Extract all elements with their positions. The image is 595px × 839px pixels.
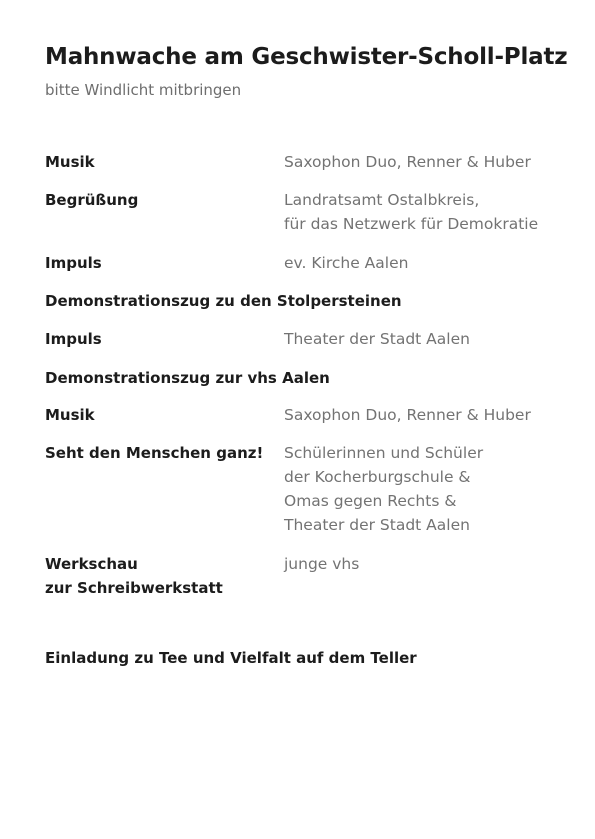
label-line: Einladung zu Tee und Vielfalt auf dem Teller (45, 649, 417, 667)
program-item-label (45, 150, 95, 174)
program-item-value (284, 403, 531, 427)
program-item-label (45, 552, 223, 600)
value-line: der Kocherburgschule & (284, 468, 471, 486)
label-line: Demonstrationszug zur vhs Aalen (45, 369, 330, 387)
label-line: Demonstrationszug zu den Stolpersteinen (45, 292, 402, 310)
value-line: ev. Kirche Aalen (284, 254, 409, 272)
program-item-value (284, 552, 359, 576)
program-item-value (284, 441, 483, 537)
program-item-value (284, 251, 408, 275)
value-line: Omas gegen Rechts & (284, 492, 457, 510)
program-item-label (45, 327, 102, 351)
label-line: Impuls (45, 254, 102, 272)
program-item-value (284, 188, 538, 236)
value-line: junge vhs (284, 555, 360, 573)
program-item-label (45, 441, 263, 465)
label-line: Impuls (45, 330, 102, 348)
value-line: Landratsamt Ostalbkreis, (284, 191, 480, 209)
program-item-label (45, 403, 95, 427)
label-line: Seht den Menschen ganz! (45, 444, 264, 462)
program-item-value (284, 327, 470, 351)
subtitle: bitte Windlicht mitbringen (45, 81, 242, 99)
program-item-label (45, 188, 138, 212)
label-line: Werkschau (45, 555, 138, 573)
label-line: Musik (45, 153, 95, 171)
value-line: Theater der Stadt Aalen (284, 516, 470, 534)
value-line: Schülerinnen und Schüler (284, 444, 484, 462)
value-line: Saxophon Duo, Renner & Huber (284, 406, 531, 424)
value-line: für das Netzwerk für Demokratie (284, 215, 539, 233)
value-line: Theater der Stadt Aalen (284, 330, 470, 348)
value-line: Saxophon Duo, Renner & Huber (284, 153, 531, 171)
label-line: zur Schreibwerkstatt (45, 579, 223, 597)
program-item-label (45, 251, 102, 275)
program-item-value (284, 150, 531, 174)
label-line: Begrüßung (45, 191, 139, 209)
program-item-label (45, 646, 417, 670)
page-title: Mahnwache am Geschwister-Scholl-Platz (45, 44, 568, 70)
label-line: Musik (45, 406, 95, 424)
program-item-label (45, 289, 402, 313)
program-item-label (45, 366, 330, 390)
